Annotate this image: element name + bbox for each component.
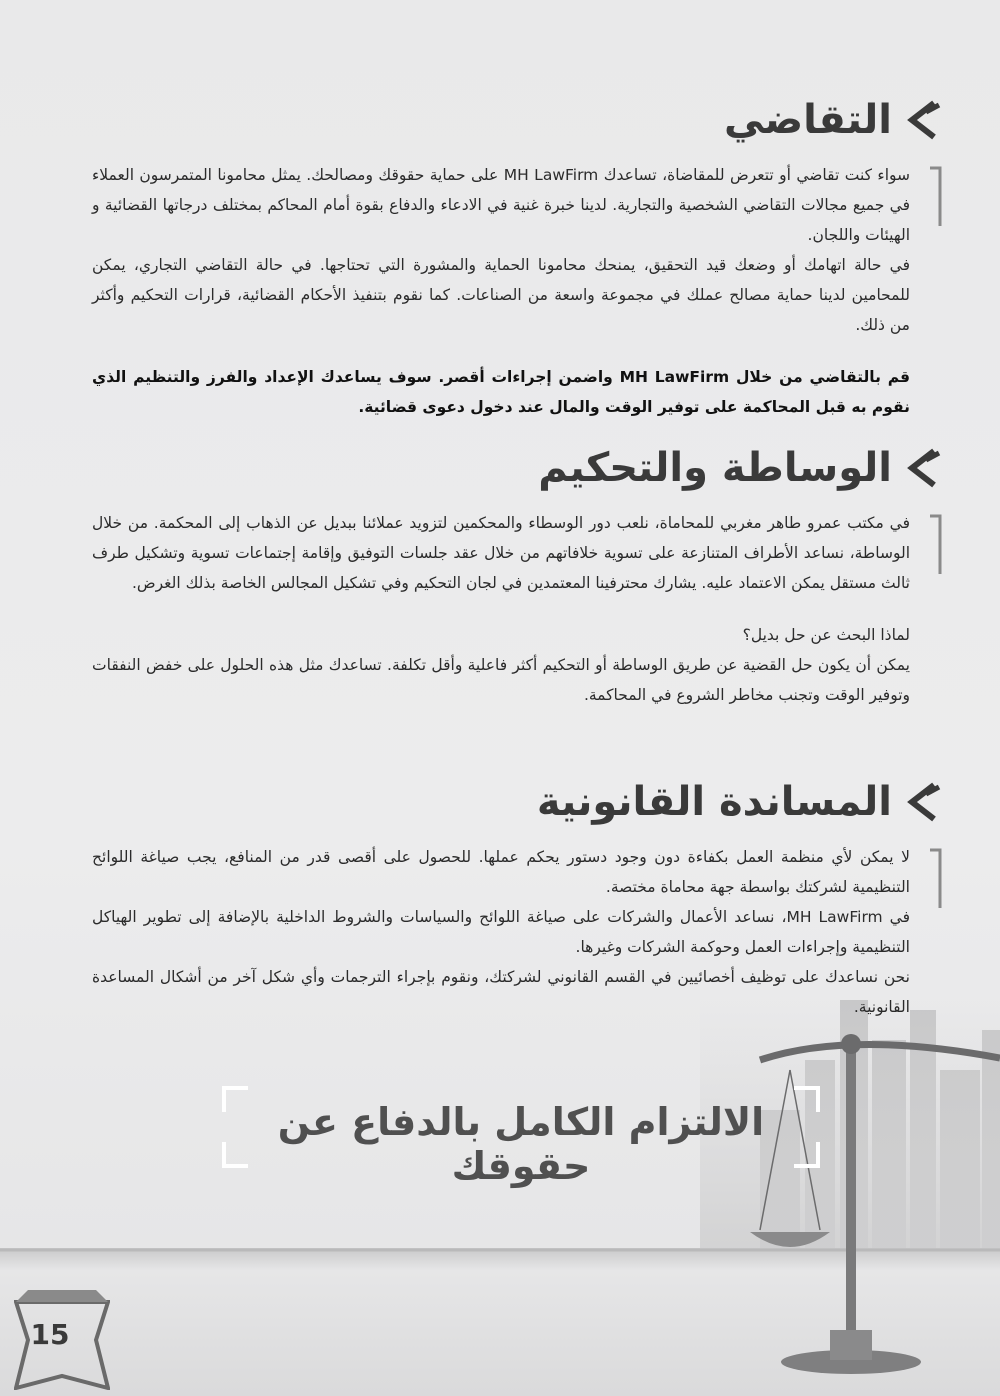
chevron-left-icon <box>906 779 942 825</box>
question: لماذا البحث عن حل بديل؟ <box>742 626 910 644</box>
paragraph: في MH LawFirm، نساعد الأعمال والشركات على صياغة اللوائح والسياسات والشروط الداخلية بالإضافة إلى تطوير الهياكل التنظيمية وإجراءات العمل وحوكمة الشركات وغيرها. <box>92 908 910 956</box>
section-mediation-arbitration <box>92 428 942 710</box>
paragraph: نحن نساعدك على توظيف أخصائيين في القسم القانوني لشركتك، ونقوم بإجراء الترجمات وأي شكل آخر من أشكال المساعدة القانونية. <box>92 968 910 1016</box>
page-number: 15 <box>30 1318 70 1351</box>
section-header <box>92 80 942 160</box>
section-title: الوساطة والتحكيم <box>538 445 892 491</box>
section-title: التقاضي <box>724 97 892 143</box>
section-header <box>92 762 942 842</box>
paragraph: سواء كنت تقاضي أو تتعرض للمقاضاة، تساعدك MH LawFirm على حماية حقوقك ومصالحك. يمثل محامونا المتمرسون العملاء في جميع مجالات التقاضي الشخصية والتجارية. لدينا خبرة غنية في الادعاء والدفاع بقوة أمام المحاكم بمختلف درجاتها القضائية و الهيئات واللجان. <box>92 166 911 244</box>
chevron-left-icon <box>906 97 942 143</box>
highlight-paragraph: قم بالتقاضي من خلال MH LawFirm واضمن إجراءات أقصر. سوف يساعدك الإعداد والفرز والتنظيم الذي نقوم به قبل المحاكمة على توفير الوقت والمال عند دخول دعوى قضائية. <box>92 368 911 416</box>
bracket-decoration <box>928 848 942 910</box>
tagline: الالتزام الكامل بالدفاع عن حقوقك <box>277 1100 765 1188</box>
tagline-frame <box>222 1086 820 1188</box>
section-legal-support <box>92 762 942 1022</box>
paragraph: في مكتب عمرو طاهر مغربي للمحاماة، نلعب دور الوسطاء والمحكمين لتزويد عملائنا ببديل عن الذهاب إلى المحكمة. من خلال الوساطة، نساعد الأطراف المتنازعة على تسوية خلافاتهم من خلال عقد جلسات التوفيق وإقامة إجتماعات تسوية وتشكيل طرف ثالث مستقل يمكن الاعتماد عليه. يشارك محترفينا المعتمدين في لجان التحكيم وفي تشكيل المجالس الخاصة بذلك الغرض. <box>92 514 910 592</box>
paragraph: في حالة اتهامك أو وضعك قيد التحقيق، يمنحك محامونا الحماية والمشورة التي تحتاجها. في حالة التقاضي التجاري، يمكن للمحامين لدينا حماية مصالح عملك في مجموعة واسعة من الصناعات. كما نقوم بتنفيذ الأحكام القضائية، قرارات التحكيم وأكثر من ذلك. <box>92 256 910 334</box>
paragraph: لا يمكن لأي منظمة العمل بكفاءة دون وجود دستور يحكم عملها. للحصول على أقصى قدر من المنافع، يجب صياغة اللوائح التنظيمية لشركتك بواسطة جهة محاماة مختصة. <box>92 848 910 896</box>
section-body <box>92 508 942 710</box>
section-body <box>92 160 942 422</box>
section-header <box>92 428 942 508</box>
paragraph: يمكن أن يكون حل القضية عن طريق الوساطة أو التحكيم أكثر فاعلية وأقل تكلفة. تساعدك مثل هذه الحلول على خفض النفقات وتوفير الوقت وتجنب مخاطر الشروع في المحاكمة. <box>92 656 910 704</box>
section-body <box>92 842 942 1022</box>
bracket-decoration <box>928 514 942 576</box>
bracket-decoration <box>928 166 942 228</box>
chevron-left-icon <box>906 445 942 491</box>
section-litigation <box>92 80 942 422</box>
section-title: المساندة القانونية <box>536 779 892 825</box>
